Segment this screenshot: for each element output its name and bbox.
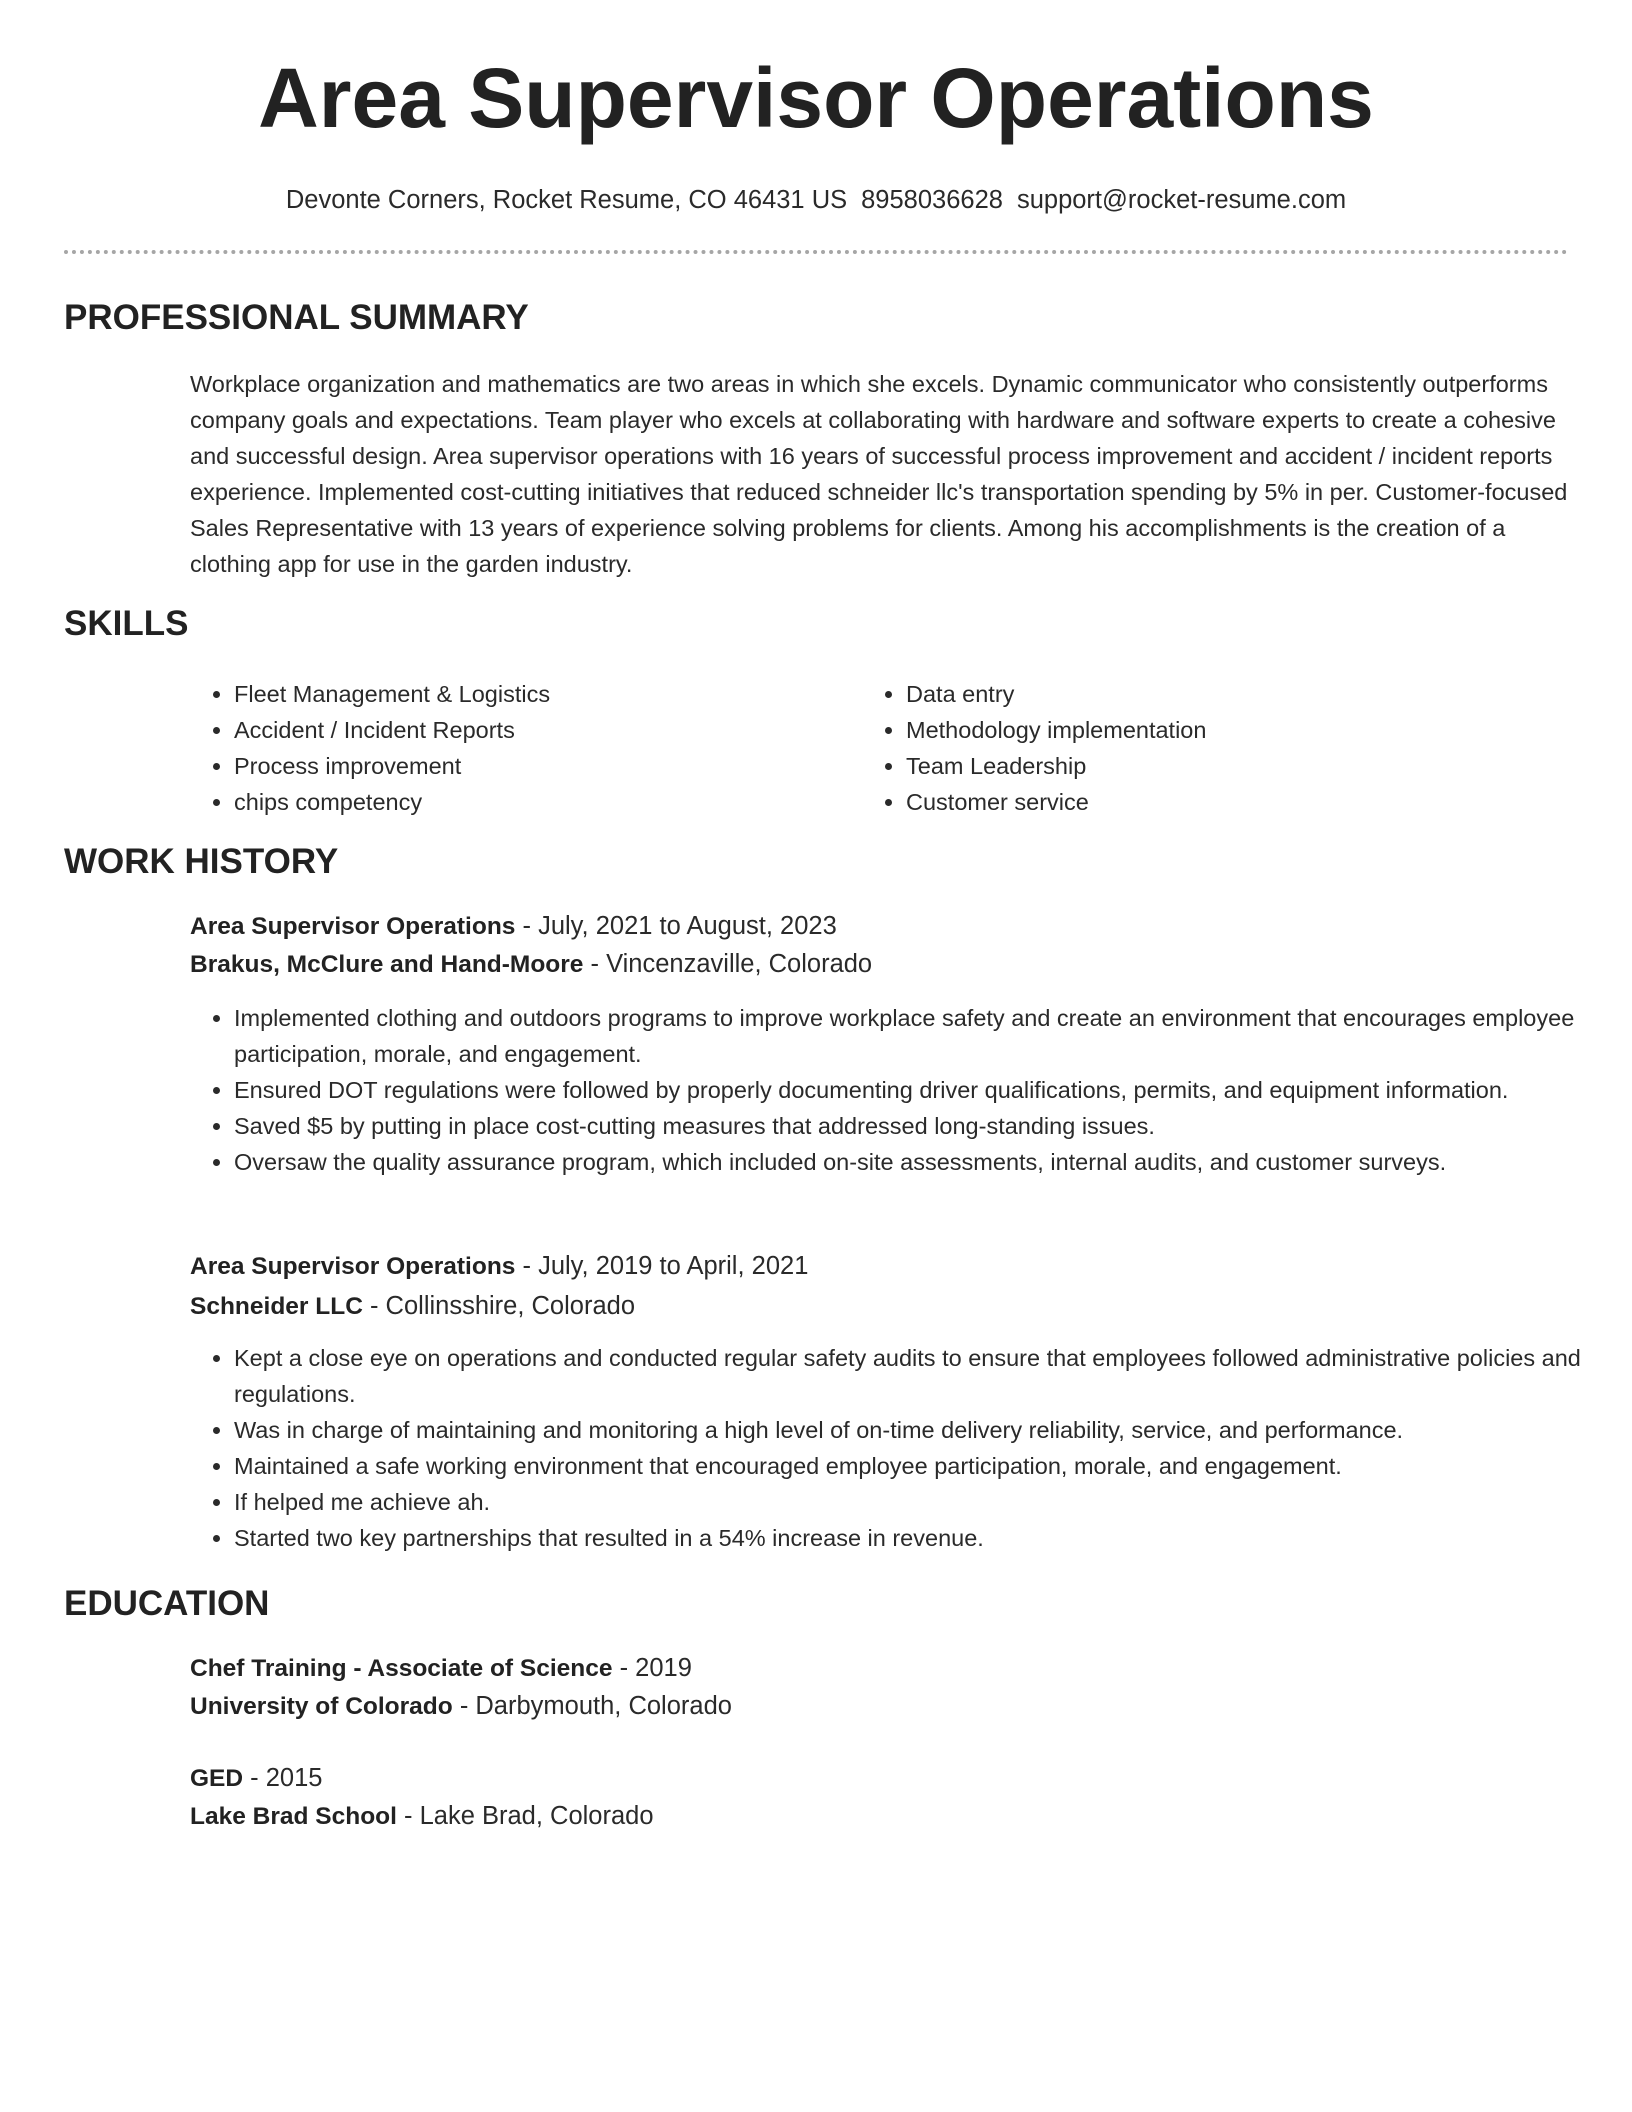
summary-text: Workplace organization and mathematics are two areas in which she excels. Dynamic communicator who consistently outperforms company goals and expectations. Team player who excels at collaborating with hardware and software experts to create a cohesive and successful design. Area supervisor operations with 16 years of successful process improvement and accident / incident reports experience. Implemented cost-cutting initiatives that reduced schneider llc's transportation spending by 5% in per. Customer-focused Sales Representative with 13 years of experience solving problems for clients. Among his accomplishments is the creation of a clothing app for use in the garden industry. <box>190 371 1568 577</box>
resume-name-heading: Area Supervisor Operations <box>258 51 1374 145</box>
skills-section-title: SKILLS <box>64 604 189 643</box>
skill-item: • Customer service <box>906 784 1546 820</box>
education-1-degree: Chef Training - Associate of Science <box>190 1655 613 1682</box>
job-2-role: Area Supervisor Operations <box>190 1253 516 1280</box>
contact-phone: 8958036628 <box>861 186 1003 214</box>
job-2-bullets <box>190 1340 1612 1556</box>
skill-item: • Fleet Management & Logistics <box>234 676 874 712</box>
job-bullet: • Maintained a safe working environment that encouraged employee participation, morale, and engagement. <box>234 1448 1612 1484</box>
education-2-school-line <box>190 1798 654 1835</box>
job-1-company-line <box>190 946 872 983</box>
skill-item: • Data entry <box>906 676 1546 712</box>
job-2-company-line <box>190 1288 635 1325</box>
job-1-role: Area Supervisor Operations <box>190 913 516 940</box>
job-2-location: - Collinsshire, Colorado <box>362 1292 635 1320</box>
job-bullet: • Oversaw the quality assurance program, which included on-site assessments, internal audits, and customer surveys. <box>234 1144 1612 1180</box>
job-bullet: • If helped me achieve ah. <box>234 1484 1612 1520</box>
education-section-title: EDUCATION <box>64 1584 270 1623</box>
skill-item: • Team Leadership <box>906 748 1546 784</box>
job-1-bullets <box>190 1000 1612 1180</box>
job-2-title-line <box>190 1248 808 1285</box>
education-1-degree-line <box>190 1650 692 1687</box>
job-bullet: • Started two key partnerships that resulted in a 54% increase in revenue. <box>234 1520 1612 1556</box>
skill-item: • Methodology implementation <box>906 712 1546 748</box>
job-1-company: Brakus, McClure and Hand-Moore <box>190 951 584 978</box>
job-2-company: Schneider LLC <box>190 1293 363 1320</box>
job-bullet: • Was in charge of maintaining and monitoring a high level of on-time delivery reliability, service, and performance. <box>234 1412 1612 1448</box>
education-2-location: - Lake Brad, Colorado <box>396 1802 654 1830</box>
skill-item: • Process improvement <box>234 748 874 784</box>
skill-item: • chips competency <box>234 784 874 820</box>
work-section-title: WORK HISTORY <box>64 842 339 881</box>
contact-address: Devonte Corners, Rocket Resume, CO 46431 US <box>285 186 848 214</box>
job-1-dates: - July, 2021 to August, 2023 <box>515 912 837 940</box>
skills-list-left <box>190 676 874 820</box>
skills-list-right <box>862 676 1546 820</box>
education-2-school: Lake Brad School <box>190 1803 397 1830</box>
education-2-degree-line <box>190 1760 322 1797</box>
job-1-title-line <box>190 908 837 945</box>
education-1-year: - 2019 <box>612 1654 692 1682</box>
job-2-dates: - July, 2019 to April, 2021 <box>515 1252 809 1280</box>
job-bullet: • Implemented clothing and outdoors programs to improve workplace safety and create an environment that encourages employee participation, morale, and engagement. <box>234 1000 1612 1072</box>
education-1-school: University of Colorado <box>190 1693 453 1720</box>
education-1-location: - Darbymouth, Colorado <box>452 1692 732 1720</box>
job-1-location: - Vincenzaville, Colorado <box>583 950 873 978</box>
contact-email: support@rocket-resume.com <box>1016 186 1347 214</box>
education-1-school-line <box>190 1688 732 1725</box>
header-divider <box>64 250 1568 254</box>
job-bullet: • Saved $5 by putting in place cost-cutting measures that addressed long-standing issues. <box>234 1108 1612 1144</box>
skill-item: • Accident / Incident Reports <box>234 712 874 748</box>
education-2-year: - 2015 <box>243 1764 323 1792</box>
contact-line <box>0 182 1632 218</box>
job-bullet: • Kept a close eye on operations and conducted regular safety audits to ensure that employees followed administrative policies and regulations. <box>234 1340 1612 1412</box>
education-2-degree: GED <box>190 1765 244 1792</box>
summary-section-title: PROFESSIONAL SUMMARY <box>64 298 529 337</box>
job-bullet: • Ensured DOT regulations were followed by properly documenting driver qualifications, permits, and equipment information. <box>234 1072 1612 1108</box>
